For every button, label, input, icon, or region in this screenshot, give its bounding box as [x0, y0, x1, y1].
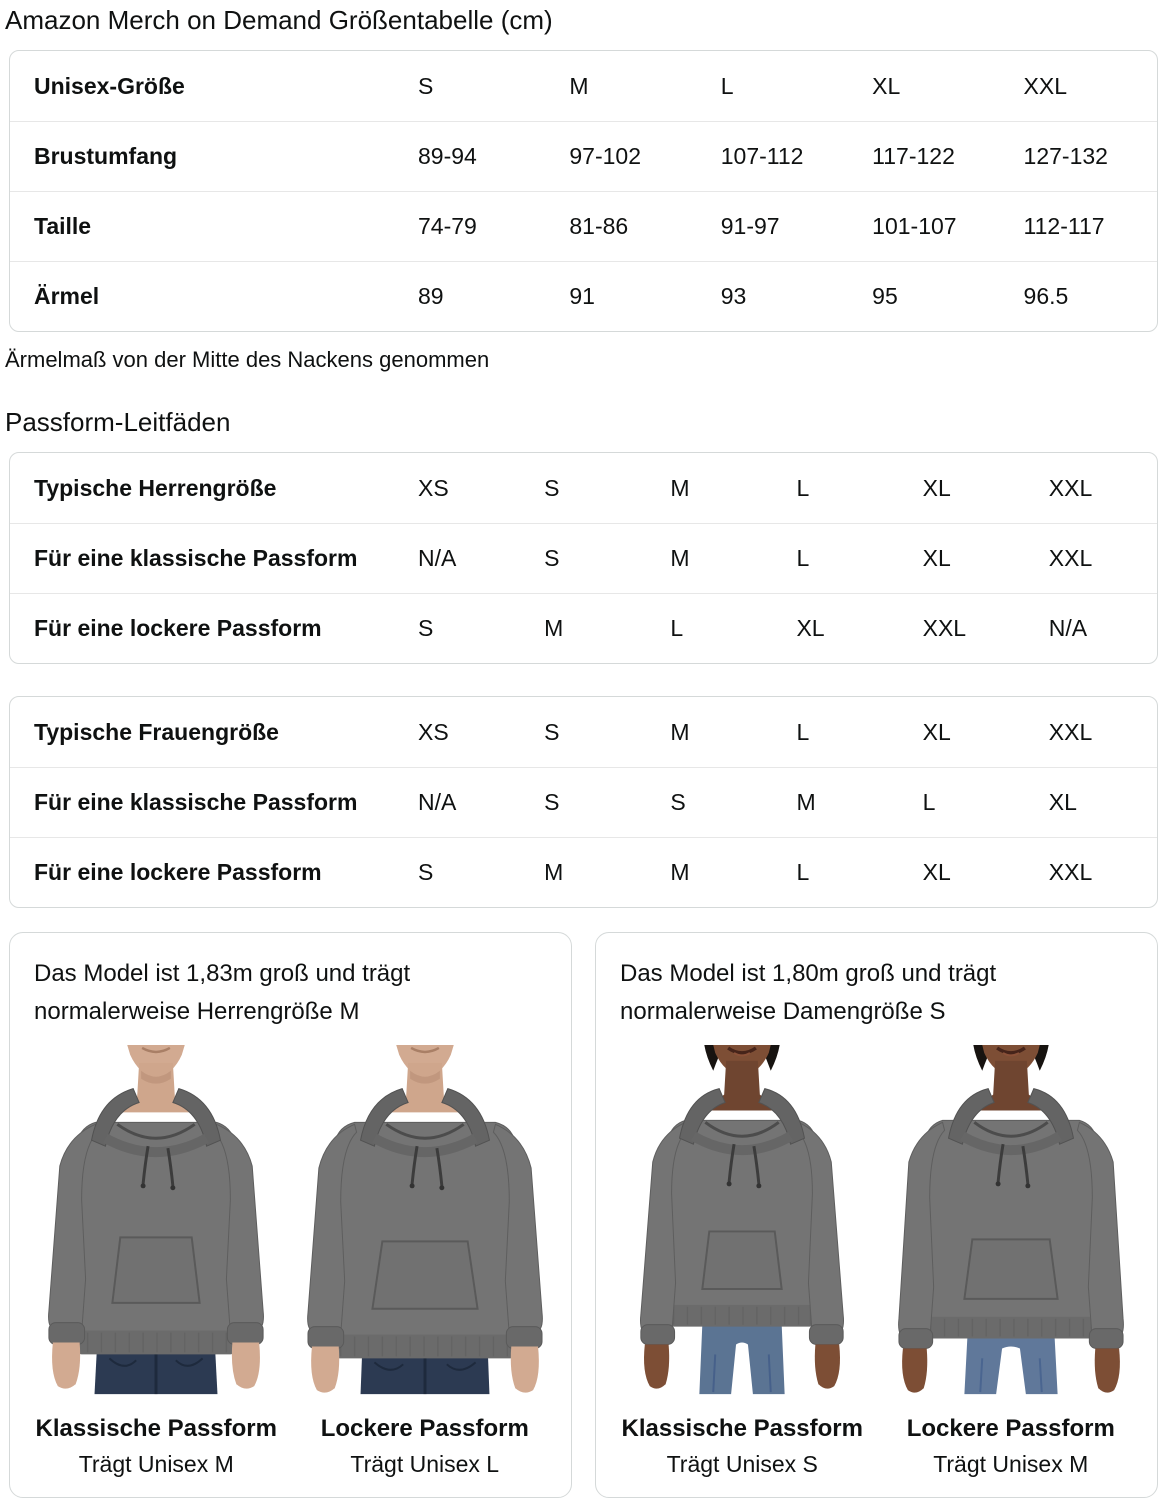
size-cell: M: [670, 474, 690, 501]
size-cell: 107-112: [703, 121, 854, 191]
size-cell: S: [544, 718, 560, 745]
female-loose-fit-photo: [877, 1045, 1145, 1402]
size-cell: M: [526, 593, 652, 663]
classic-fit-figure: [22, 1045, 291, 1479]
size-cell: 127-132: [1006, 121, 1157, 191]
size-cell: L: [796, 718, 810, 745]
unisex-size-table: [9, 50, 1158, 332]
table-row: [10, 697, 1157, 767]
table-row: [10, 261, 1157, 331]
row-label: Für eine klassische Passform: [10, 767, 400, 837]
size-cell: L: [796, 474, 810, 501]
fit-caption-title: Lockere Passform: [320, 1415, 529, 1442]
loose-fit-figure: [291, 1045, 560, 1479]
size-cell: 81-86: [551, 191, 702, 261]
table-row: [10, 837, 1157, 907]
row-label: Für eine klassische Passform: [10, 523, 400, 593]
size-cell: M: [569, 72, 589, 99]
row-label: Für eine lockere Passform: [10, 837, 400, 907]
size-cell: XL: [778, 593, 904, 663]
size-cell: L: [778, 523, 904, 593]
row-label: Typische Frauengröße: [34, 718, 279, 745]
table-row: [10, 191, 1157, 261]
model-cards: [9, 932, 1158, 1498]
size-cell: L: [720, 72, 734, 99]
size-cell: 91-97: [703, 191, 854, 261]
male-model-card: [9, 932, 572, 1498]
size-cell: XL: [905, 523, 1031, 593]
page-title: Amazon Merch on Demand Größentabelle (cm): [5, 5, 553, 35]
fit-guides-heading: Passform-Leitfäden: [5, 407, 231, 437]
size-cell: 101-107: [854, 191, 1005, 261]
size-cell: 89-94: [400, 121, 551, 191]
table-row: [10, 523, 1157, 593]
size-cell: XS: [418, 474, 449, 501]
size-cell: 89: [400, 261, 551, 331]
size-cell: XXL: [1048, 718, 1093, 745]
fit-caption-title: Klassische Passform: [621, 1415, 863, 1442]
size-cell: L: [905, 767, 1031, 837]
fit-caption-title: Lockere Passform: [906, 1415, 1115, 1442]
size-cell: XS: [418, 718, 449, 745]
size-cell: XXL: [1031, 837, 1157, 907]
womens-fit-table: [9, 696, 1158, 908]
model-description: Das Model ist 1,80m groß und trägt normalerweise Damengröße S: [620, 960, 997, 1025]
size-cell: XL: [922, 474, 951, 501]
size-cell: N/A: [1031, 593, 1157, 663]
fit-caption-size: Trägt Unisex L: [350, 1451, 500, 1477]
size-cell: 97-102: [551, 121, 702, 191]
fit-caption-size: Trägt Unisex M: [78, 1451, 234, 1477]
size-cell: L: [652, 593, 778, 663]
size-cell: M: [670, 718, 690, 745]
size-cell: S: [400, 593, 526, 663]
size-cell: M: [652, 837, 778, 907]
fit-caption-size: Trägt Unisex M: [933, 1451, 1089, 1477]
male-loose-fit-photo: [291, 1045, 559, 1402]
size-cell: S: [544, 474, 560, 501]
fit-caption-size: Trägt Unisex S: [666, 1451, 818, 1477]
mens-fit-table: [9, 452, 1158, 664]
size-cell: M: [526, 837, 652, 907]
size-cell: L: [778, 837, 904, 907]
size-cell: N/A: [400, 523, 526, 593]
row-label: Taille: [10, 191, 400, 261]
classic-fit-figure: [608, 1045, 877, 1479]
size-cell: N/A: [400, 767, 526, 837]
size-cell: 91: [551, 261, 702, 331]
size-cell: 95: [854, 261, 1005, 331]
row-label: Für eine lockere Passform: [10, 593, 400, 663]
size-cell: 112-117: [1006, 191, 1157, 261]
size-cell: XXL: [1048, 474, 1093, 501]
row-label: Brustumfang: [10, 121, 400, 191]
model-description: Das Model ist 1,83m groß und trägt normalerweise Herrengröße M: [34, 960, 411, 1025]
fit-caption-title: Klassische Passform: [35, 1415, 277, 1442]
table-row: [10, 121, 1157, 191]
size-cell: XL: [905, 837, 1031, 907]
size-cell: M: [652, 523, 778, 593]
size-cell: S: [417, 72, 434, 99]
size-cell: 117-122: [854, 121, 1005, 191]
female-model-card: [595, 932, 1158, 1498]
table-row: [10, 453, 1157, 523]
row-label: Typische Herrengröße: [34, 474, 277, 501]
sleeve-measure-note: Ärmelmaß von der Mitte des Nackens genommen: [5, 347, 490, 372]
size-cell: 96.5: [1006, 261, 1157, 331]
size-cell: XXL: [905, 593, 1031, 663]
size-cell: S: [526, 767, 652, 837]
size-cell: 93: [703, 261, 854, 331]
row-label: Unisex-Größe: [34, 72, 185, 99]
table-row: [10, 51, 1157, 121]
size-cell: S: [652, 767, 778, 837]
size-cell: S: [526, 523, 652, 593]
size-cell: XL: [922, 718, 951, 745]
figures-row: [608, 1045, 1145, 1479]
size-cell: XXL: [1023, 72, 1068, 99]
size-cell: S: [400, 837, 526, 907]
male-classic-fit-photo: [22, 1045, 290, 1402]
size-cell: XL: [1031, 767, 1157, 837]
figures-row: [22, 1045, 559, 1479]
row-label: Ärmel: [10, 261, 400, 331]
loose-fit-figure: [877, 1045, 1146, 1479]
size-cell: XXL: [1031, 523, 1157, 593]
female-classic-fit-photo: [608, 1045, 876, 1402]
size-cell: XL: [872, 72, 901, 99]
table-row: [10, 593, 1157, 663]
size-cell: 74-79: [400, 191, 551, 261]
table-row: [10, 767, 1157, 837]
size-cell: M: [778, 767, 904, 837]
